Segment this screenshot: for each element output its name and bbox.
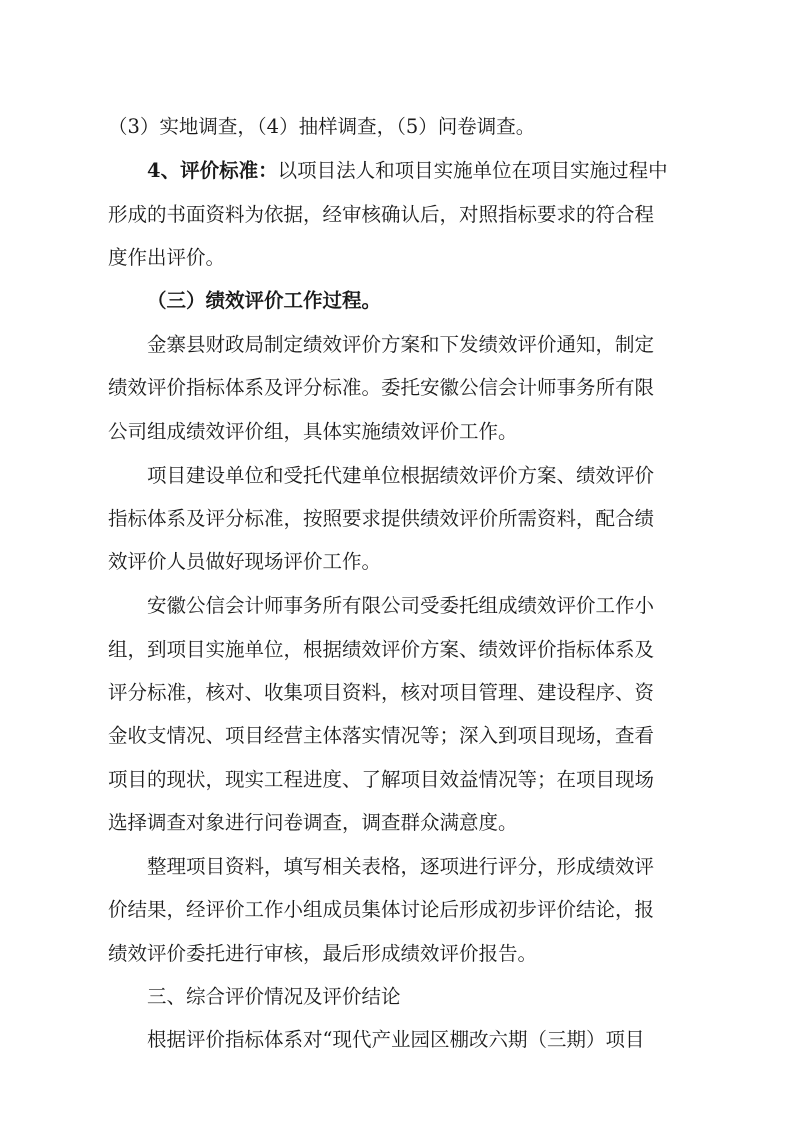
paragraph-line: 安徽公信会计师事务所有限公司受委托组成绩效评价工作小 [147, 594, 655, 617]
paragraph-line: 根据评价指标体系对“现代产业园区棚改六期（三期）项目 [147, 1028, 645, 1051]
paragraph-line: 项目的现状，现实工程进度、了解项目效益情况等；在项目现场 [108, 768, 655, 791]
paragraph-line: 公司组成绩效评价组，具体实施绩效评价工作。 [108, 420, 518, 443]
paragraph-line: 效评价人员做好现场评价工作。 [108, 550, 382, 573]
paragraph-line: 度作出评价。 [108, 246, 226, 269]
section-heading: （三）绩效评价工作过程。 [147, 289, 382, 312]
paragraph-line: 指标体系及评分标准，按照要求提供绩效评价所需资料，配合绩 [108, 507, 655, 530]
paragraph-line: 金收支情况、项目经营主体落实情况等；深入到项目现场，查看 [108, 724, 655, 747]
paragraph-line: 形成的书面资料为依据，经审核确认后，对照指标要求的符合程 [108, 203, 655, 226]
section-heading: 三、综合评价情况及评价结论 [147, 985, 401, 1008]
paragraph-line: 项目建设单位和受托代建单位根据绩效评价方案、绩效评价 [147, 464, 655, 487]
paragraph-line: 绩效评价指标体系及评分标准。委托安徽公信会计师事务所有限 [108, 376, 655, 399]
paragraph-line: 金寨县财政局制定绩效评价方案和下发绩效评价通知，制定 [147, 333, 655, 356]
paragraph-line: （3）实地调查，（4）抽样调查，（5）问卷调查。 [108, 115, 536, 138]
paragraph-line: 评分标准，核对、收集项目资料，核对项目管理、建设程序、资 [108, 681, 655, 704]
paragraph-line: 绩效评价委托进行审核，最后形成绩效评价报告。 [108, 942, 538, 965]
paragraph-line: 组，到项目实施单位，根据绩效评价方案、绩效评价指标体系及 [108, 638, 655, 661]
criteria-label: 4、评价标准： [147, 159, 278, 182]
paragraph-line: 价结果，经评价工作小组成员集体讨论后形成初步评价结论，报 [108, 898, 655, 921]
paragraph-line: 整理项目资料，填写相关表格，逐项进行评分，形成绩效评 [147, 855, 655, 878]
paragraph-line [147, 156, 714, 186]
criteria-text: 以项目法人和项目实施单位在项目实施过程中 [277, 159, 668, 182]
paragraph-line: 选择调查对象进行问卷调查，调查群众满意度。 [108, 811, 518, 834]
